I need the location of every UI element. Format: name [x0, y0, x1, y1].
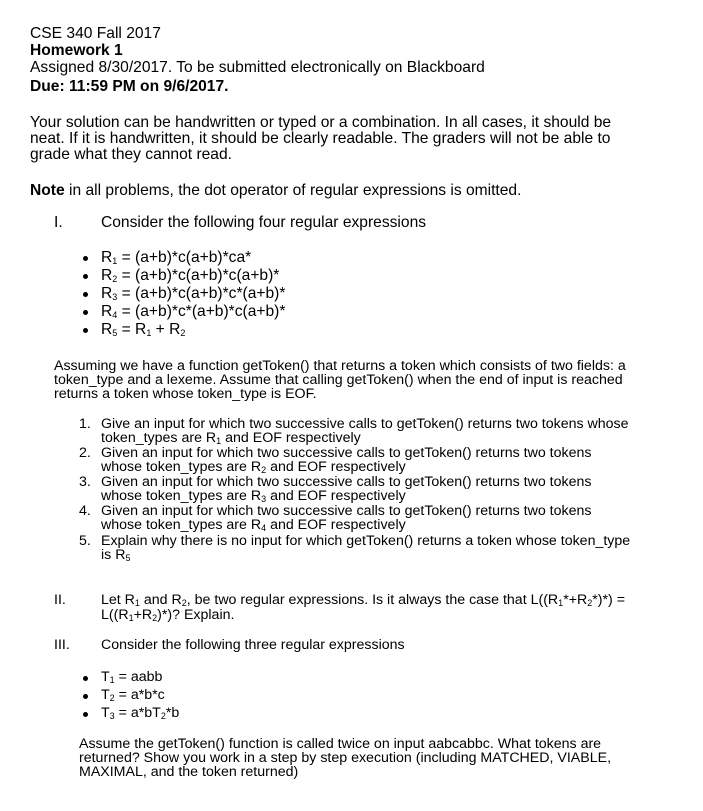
question-4-line-2: whose token_types are $R_4$ and EOF respectively — [101, 517, 406, 533]
note-line — [30, 182, 521, 199]
course-line: CSE 340 Fall 2017 — [30, 25, 161, 42]
homework-title: Homework 1 — [30, 42, 123, 59]
regex-r3: $R_3 = (a+b)*c(a+b)*c*(a+b)*$ — [101, 285, 286, 302]
regex-t3: $T_3 = a*bT_2*b$ — [101, 705, 180, 721]
problem3-numeral: III. — [54, 637, 70, 653]
due-line: Due: 11:59 PM on 9/6/2017. — [30, 78, 229, 95]
question-5-line-1: Explain why there is no input for which getToken() returns a token whose token_type — [101, 533, 631, 549]
bullet-icon — [83, 292, 88, 297]
problem2-numeral: II. — [54, 592, 66, 608]
bullet-icon — [83, 310, 88, 315]
intro-line-3: grade what they cannot read. — [30, 146, 232, 163]
bullet-icon — [83, 274, 88, 279]
bullet-icon — [83, 712, 88, 717]
bullet-icon — [83, 676, 88, 681]
problem2-line-1: Let $R_1$ and $R_2$, be two regular expressions. Is it always the case that $L((R_1*+R_2*)*)$ = — [101, 592, 625, 608]
problem3-assume-line-3: MAXIMAL, and the token returned) — [79, 764, 299, 780]
question-4-line-1: Given an input for which two successive calls to getToken() returns two tokens — [101, 503, 592, 519]
intro-line-2: neat. If it is handwritten, it should be clearly readable. The graders will not be able to — [30, 130, 611, 147]
regex-r5: $R_5 = R_1 + R_2$ — [101, 321, 186, 338]
regex-r1: $R_1 = (a+b)*c(a+b)*ca*$ — [101, 249, 252, 266]
problem1-numeral: I. — [54, 214, 63, 231]
problem1-heading: Consider the following four regular expressions — [101, 214, 427, 231]
question-2-line-1: Given an input for which two successive calls to getToken() returns two tokens — [101, 445, 592, 461]
question-number: 1. — [79, 416, 91, 432]
problem3-assume-line-2: returned? Show you work in a step by step execution (including MATCHED, VIABLE, — [79, 750, 612, 766]
assigned-line: Assigned 8/30/2017. To be submitted electronically on Blackboard — [30, 59, 485, 76]
intro-line-1: Your solution can be handwritten or typed or a combination. In all cases, it should be — [30, 114, 612, 131]
question-3-line-2: whose token_types are $R_3$ and EOF respectively — [101, 488, 406, 504]
bullet-icon — [83, 256, 88, 261]
problem2-line-2: $L((R_1+R_2)*)$? Explain. — [101, 607, 235, 623]
regex-t1: $T_1$ = aabb — [101, 669, 163, 685]
regex-t2: $T_2 = a*b*c$ — [101, 687, 165, 703]
note-label: Note — [30, 182, 65, 199]
question-number: 3. — [79, 474, 91, 490]
regex-r4: $R_4 = (a+b)*c*(a+b)*c(a+b)*$ — [101, 303, 286, 320]
problem3-assume-line-1: Assume the getToken() function is called twice on input aabcabbc. What tokens are — [79, 736, 602, 752]
question-number: 4. — [79, 503, 91, 519]
note-text: in all problems, the dot operator of regular expressions is omitted. — [64, 182, 522, 199]
question-3-line-1: Given an input for which two successive calls to getToken() returns two tokens — [101, 474, 592, 490]
assume-line-3: returns a token whose token_type is EOF. — [54, 386, 317, 402]
problem3-heading: Consider the following three regular expressions — [101, 637, 405, 653]
assume-line-1: Assuming we have a function getToken() that returns a token which consists of two fields: a — [54, 358, 626, 374]
bullet-icon — [83, 328, 88, 333]
assume-line-2: token_type and a lexeme. Assume that calling getToken() when the end of input is reached — [54, 372, 623, 388]
question-1-line-1: Give an input for which two successive calls to getToken() returns two tokens whose — [101, 416, 629, 432]
question-5-line-2: is $R_5$ — [101, 547, 131, 563]
bullet-icon — [83, 694, 88, 699]
question-number: 5. — [79, 533, 91, 549]
question-number: 2. — [79, 445, 91, 461]
question-1-line-2: token_types are $R_1$ and EOF respectively — [101, 430, 361, 446]
regex-r2: $R_2 = (a+b)*c(a+b)*c(a+b)*$ — [101, 267, 280, 284]
question-2-line-2: whose token_types are $R_2$ and EOF respectively — [101, 459, 406, 475]
